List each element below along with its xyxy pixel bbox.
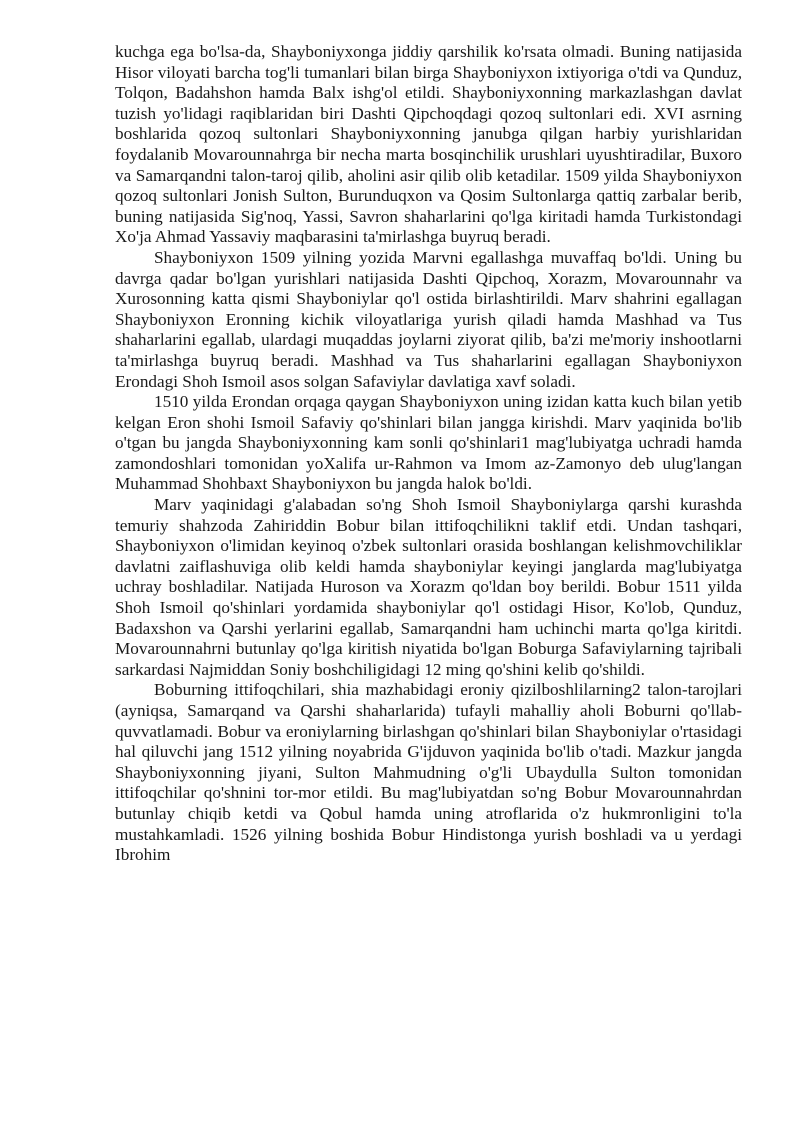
document-page [115,42,742,866]
paragraph-alliance-with-bobur: Marv yaqinidagi g'alabadan so'ng Shoh Ismoil Shayboniylarga qarshi kurashda temuriy shahzoda Zahiriddin Bobur bilan ittifoqchilikni taklif etdi. Undan tashqari, Shayboniyxon o'limidan keyinoq o'zbek sultonlari orasida boshlangan kelishmovchiliklar davlatni zaiflashuviga olib keldi hamda shayboniylar keyingi janglarda mag'lubiyatga uchray boshladilar. Natijada Huroson va Xorazm qo'ldan boy berildi. Bobur 1511 yilda Shoh Ismoil qo'shinlari yordamida shayboniylar qo'l ostidagi Hisor, Ko'lob, Qunduz, Badaxshon va Qarshi yerlarini egallab, Samarqandni ham uchinchi marta qo'lga kiritdi. Movarounnahrni butunlay qo'lga kiritish niyatida bo'lgan Boburga Safaviylarning tajribali sarkardasi Najmiddan Soniy boshchiligidagi 12 ming qo'shini kelib qo'shildi. [115,495,742,679]
paragraph-marv-conquest: Shayboniyxon 1509 yilning yozida Marvni egallashga muvaffaq bo'ldi. Uning bu davrga qadar bo'lgan yurishlari natijasida Dashti Qipchoq, Xorazm, Movarounnahr va Xurosonning katta qismi Shayboniylar qo'l ostida birlashtirildi. Marv shahrini egallagan Shayboniyxon Eronning kichik viloyatlariga yurish qiladi hamda Mashhad va Tus shaharlarini egallab, ulardagi muqaddas joylarni ziyorat qilib, ba'zi me'moriy inshootlarni ta'mirlashga buyruq beradi. Mashhad va Tus shaharlarini egallagan Shayboniyxon Erondagi Shoh Ismoil asos solgan Safaviylar davlatiga xavf soladi. [115,247,742,391]
paragraph-continuation: kuchga ega bo'lsa-da, Shayboniyxonga jiddiy qarshilik ko'rsata olmadi. Buning natijasida Hisor viloyati barcha tog'li tumanlari bilan birga Shayboniyxon ixtiyoriga o'tdi va Qunduz, Tolqon, Badahshon hamda Balx ishg'ol etildi. Shayboniyxonning markazlashgan davlat tuzish yo'lidagi raqiblaridan biri Dashti Qipchoqdagi qozoq sultonlari edi. XVI asrning boshlarida qozoq sultonlari Shayboniyxonning janubga qilgan harbiy yurishlaridan foydalanib Movarounnahrga bir necha marta bosqinchilik urushlari uyushtiradilar, Buxoro va Samarqandni talon-taroj qilib, aholini asir qilib olib ketadilar. 1509 yilda Shayboniyxon qozoq sultonlari Jonish Sulton, Burunduqxon va Qosim Sultonlarga qattiq zarbalar berib, buning natijasida Sig'noq, Yassi, Savron shaharlarini qo'lga kiritadi hamda Turkistondagi Xo'ja Ahmad Yassaviy maqbarasini ta'mirlashga buyruq beradi. [115,42,742,247]
paragraph-battle-of-marv: 1510 yilda Erondan orqaga qaygan Shayboniyxon uning izidan katta kuch bilan yetib kelgan Eron shohi Ismoil Safaviy qo'shinlari bilan jangga kirishdi. Marv yaqinida bo'lib o'tgan bu jangda Shayboniyxonning kam sonli qo'shinlari1 mag'lubiyatga uchradi hamda zamondoshlari tomonidan yoXalifa ur-Rahmon va Imom az-Zamonyo deb ulug'langan Muhammad Shohbaxt Shayboniyxon bu jangda halok bo'ldi. [115,392,742,494]
paragraph-battle-of-gijduvon: Boburning ittifoqchilari, shia mazhabidagi eroniy qizilboshlilarning2 talon-tarojlari (ayniqsa, Samarqand va Qarshi shaharlarida) tufayli mahalliy aholi Boburni qo'llab-quvvatlamadi. Bobur va eroniylarning birlashgan qo'shinlari bilan Shayboniylar o'rtasidagi hal qiluvchi jang 1512 yilning noyabrida G'ijduvon yaqinida bo'lib o'tadi. Mazkur jangda Shayboniyxonning jiyani, Sulton Mahmudning o'g'li Ubaydulla Sulton tomonidan ittifoqchilar qo'shnini tor-mor etildi. Bu mag'lubiyatdan so'ng Bobur Movarounnahrdan butunlay chiqib ketdi va Qobul hamda uning atroflarida o'z hukmronligini to'la mustahkamladi. 1526 yilning boshida Bobur Hindistonga yurish boshladi va u yerdagi Ibrohim [115,680,742,865]
